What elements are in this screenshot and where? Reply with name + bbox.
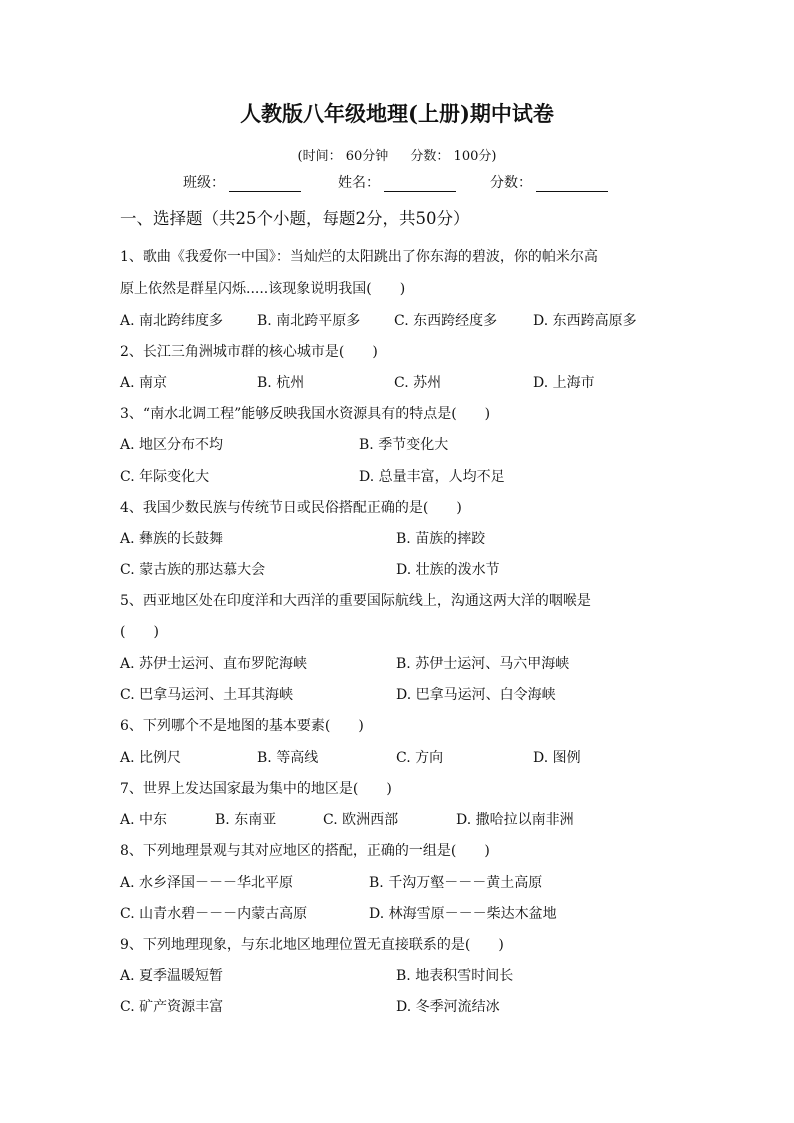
question-stem: 原上依然是群星闪烁.....该现象说明我国( ) xyxy=(120,281,406,297)
option[interactable]: B. 地表积雪时间长 xyxy=(396,968,514,984)
option[interactable]: C. 年际变化大 xyxy=(120,469,210,485)
option[interactable]: B. 南北跨平原多 xyxy=(257,313,361,329)
option[interactable]: A. 苏伊士运河、直布罗陀海峡 xyxy=(120,656,308,672)
option[interactable]: D. 林海雪原－－－柴达木盆地 xyxy=(369,906,557,922)
option[interactable]: A. 南京 xyxy=(120,375,168,391)
question-stem: 8、下列地理景观与其对应地区的搭配，正确的一组是( ) xyxy=(120,843,490,859)
option[interactable]: A. 中东 xyxy=(120,812,168,828)
exam-meta xyxy=(0,145,794,164)
option[interactable]: C. 方向 xyxy=(396,750,444,766)
option[interactable]: A. 比例尺 xyxy=(120,750,182,766)
question-stem: 6、下列哪个不是地图的基本要素( ) xyxy=(120,718,364,734)
total-score: 分数： 100分) xyxy=(410,149,497,164)
option[interactable]: D. 冬季河流结冰 xyxy=(396,999,500,1015)
option[interactable]: B. 等高线 xyxy=(257,750,319,766)
option[interactable]: A. 南北跨纬度多 xyxy=(120,313,224,329)
option[interactable]: B. 杭州 xyxy=(257,375,305,391)
option[interactable]: D. 总量丰富，人均不足 xyxy=(359,469,505,485)
time-limit: (时间： 60分钟 xyxy=(297,149,389,164)
score-label: 分数： xyxy=(490,175,532,191)
option[interactable]: D. 上海市 xyxy=(533,375,595,391)
name-field xyxy=(338,172,456,192)
option[interactable]: A. 地区分布不均 xyxy=(120,437,224,453)
option[interactable]: B. 东南亚 xyxy=(215,812,277,828)
section-heading: 一、选择题（共25个小题，每题2分，共50分） xyxy=(120,209,470,228)
option[interactable]: B. 千沟万壑－－－黄土高原 xyxy=(369,875,543,891)
score-blank[interactable] xyxy=(536,177,608,192)
question-stem: 5、西亚地区处在印度洋和大西洋的重要国际航线上，沟通这两大洋的咽喉是 xyxy=(120,593,591,609)
question-stem: 2、长江三角洲城市群的核心城市是( ) xyxy=(120,344,378,360)
class-label: 班级： xyxy=(183,175,225,191)
option[interactable]: C. 苏州 xyxy=(394,375,442,391)
option[interactable]: D. 图例 xyxy=(533,750,581,766)
option[interactable]: C. 山青水碧－－－内蒙古高原 xyxy=(120,906,308,922)
class-blank[interactable] xyxy=(229,177,301,192)
option[interactable]: C. 东西跨经度多 xyxy=(394,313,498,329)
option[interactable]: A. 彝族的长鼓舞 xyxy=(120,531,224,547)
option[interactable]: D. 东西跨高原多 xyxy=(533,313,637,329)
page-title: 人教版八年级地理(上册)期中试卷 xyxy=(240,101,554,126)
option[interactable]: B. 苗族的摔跤 xyxy=(396,531,486,547)
class-field xyxy=(183,172,301,192)
option[interactable]: D. 撒哈拉以南非洲 xyxy=(456,812,574,828)
question-stem: 9、下列地理现象，与东北地区地理位置无直接联系的是( ) xyxy=(120,937,504,953)
option[interactable]: B. 苏伊士运河、马六甲海峡 xyxy=(396,656,570,672)
question-stem: 1、歌曲《我爱你一中国》：当灿烂的太阳跳出了你东海的碧波，你的帕米尔高 xyxy=(120,249,598,265)
option[interactable]: D. 壮族的泼水节 xyxy=(396,562,500,578)
option[interactable]: A. 水乡泽国－－－华北平原 xyxy=(120,875,294,891)
score-field xyxy=(490,172,608,192)
option[interactable]: C. 蒙古族的那达慕大会 xyxy=(120,562,266,578)
name-label: 姓名： xyxy=(338,175,380,191)
question-stem: 3、“南水北调工程”能够反映我国水资源具有的特点是( ) xyxy=(120,406,491,422)
option[interactable]: D. 巴拿马运河、白令海峡 xyxy=(396,687,556,703)
question-stem: ( ) xyxy=(120,624,159,640)
question-stem: 4、我国少数民族与传统节日或民俗搭配正确的是( ) xyxy=(120,500,462,516)
option[interactable]: C. 巴拿马运河、土耳其海峡 xyxy=(120,687,294,703)
option[interactable]: C. 欧洲西部 xyxy=(323,812,399,828)
option[interactable]: B. 季节变化大 xyxy=(359,437,449,453)
name-blank[interactable] xyxy=(384,177,456,192)
option[interactable]: A. 夏季温暖短暂 xyxy=(120,968,224,984)
question-stem: 7、世界上发达国家最为集中的地区是( ) xyxy=(120,781,392,797)
option[interactable]: C. 矿产资源丰富 xyxy=(120,999,224,1015)
